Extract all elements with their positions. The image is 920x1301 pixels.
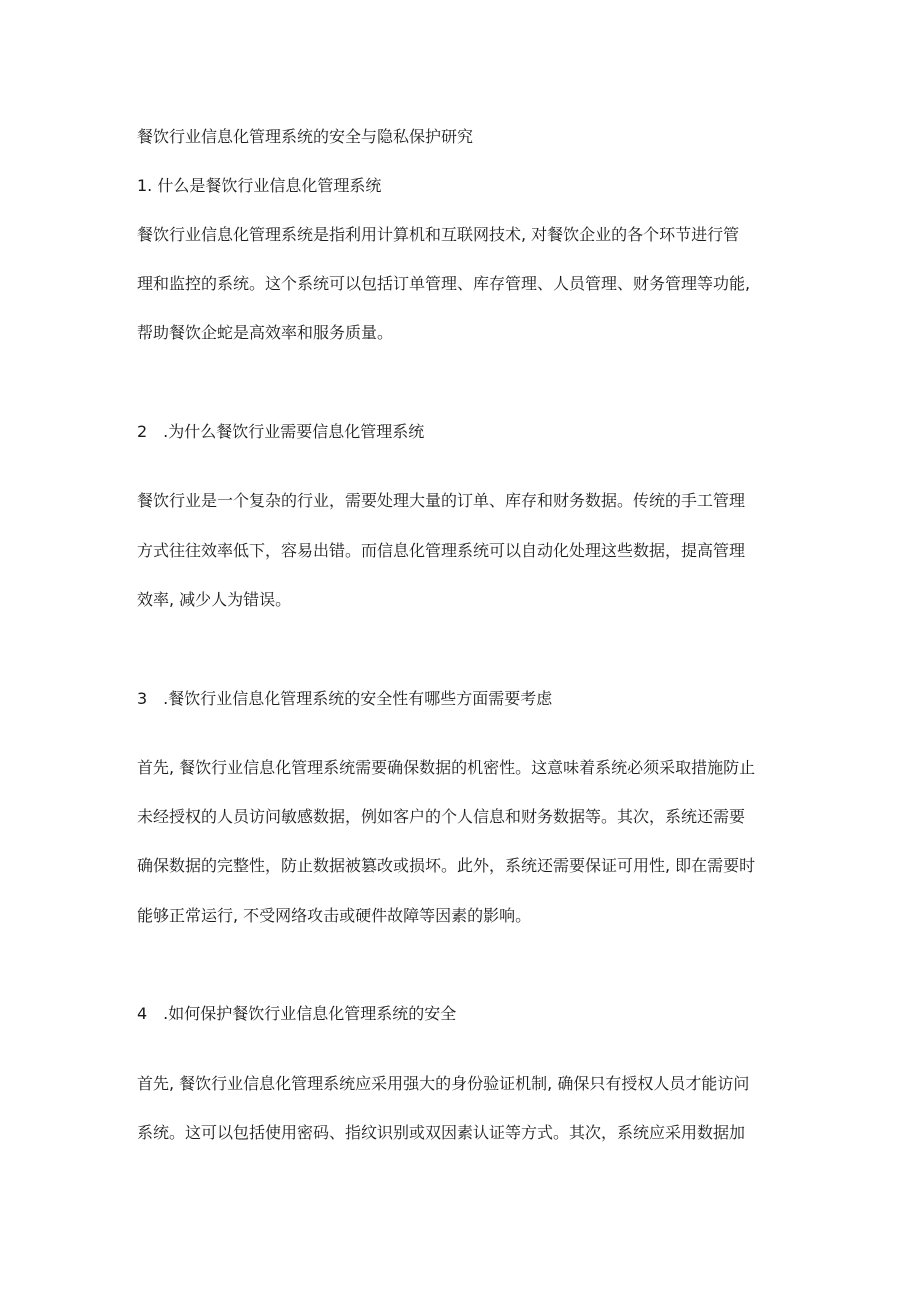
section-1-heading: 1. 什么是餐饮行业信息化管理系统 (137, 176, 382, 195)
section-4-line-1: 首先, 餐饮行业信息化管理系统应采用强大的身份验证机制, 确保只有授权人员才能访问 (137, 1074, 750, 1093)
section-2-line-1: 餐饮行业是一个复杂的行业，需要处理大量的订单、库存和财务数据。传统的手工管理 (137, 491, 746, 510)
section-3-line-4: 能够正常运行, 不受网络攻击或硬件故障等因素的影响。 (137, 906, 532, 925)
section-1-line-1: 餐饮行业信息化管理系统是指利用计算机和互联网技术, 对餐饮企业的各个环节进行管 (137, 225, 740, 244)
section-3-line-1: 首先, 餐饮行业信息化管理系统需要确保数据的机密性。这意味着系统必须采取措施防止 (137, 758, 756, 777)
section-2-line-3: 效率, 减少人为错误。 (137, 590, 292, 609)
section-2-heading: 2 .为什么餐饮行业需要信息化管理系统 (137, 422, 425, 441)
section-4-heading: 4 .如何保护餐饮行业信息化管理系统的安全 (137, 1004, 457, 1023)
section-1-line-3: 帮助餐饮企蛇是高效率和服务质量。 (137, 323, 394, 342)
section-4-line-2: 系统。这可以包括使用密码、指纹识别或双因素认证等方式。其次，系统应采用数据加 (137, 1123, 746, 1142)
section-3-line-2: 未经授权的人员访问敏感数据，例如客户的个人信息和财务数据等。其次，系统还需要 (137, 807, 746, 826)
section-3-heading: 3 .餐饮行业信息化管理系统的安全性有哪些方面需要考虑 (137, 689, 553, 708)
section-3-line-3: 确保数据的完整性，防止数据被篡改或损坏。此外，系统还需要保证可用性, 即在需要时 (137, 856, 756, 875)
section-2-line-2: 方式往往效率低下，容易出错。而信息化管理系统可以自动化处理这些数据，提高管理 (137, 541, 746, 560)
section-1-line-2: 理和监控的系统。这个系统可以包括订单管理、库存管理、人员管理、财务管理等功能, (137, 274, 751, 293)
document-title: 餐饮行业信息化管理系统的安全与隐私保护研究 (137, 127, 474, 146)
